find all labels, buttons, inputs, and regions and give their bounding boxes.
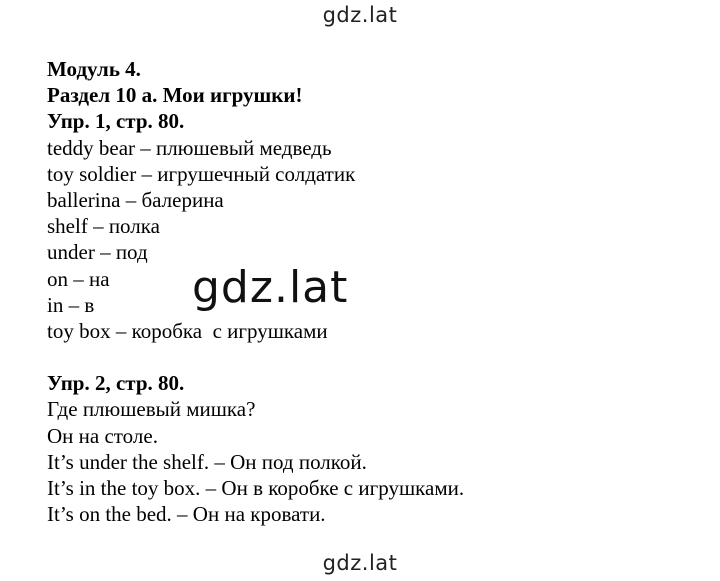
exercise-1-heading: Упр. 1, стр. 80. bbox=[47, 109, 185, 134]
vocab-line: ballerina – балерина bbox=[47, 188, 224, 213]
vocab-line: shelf – полка bbox=[47, 214, 160, 239]
vocab-line: on – на bbox=[47, 266, 110, 291]
watermark-top: gdz.lat bbox=[322, 3, 398, 27]
answer-line: It’s under the shelf. – Он под полкой. bbox=[47, 449, 367, 474]
module-heading: Модуль 4. bbox=[47, 57, 141, 81]
answer-line: It’s on the bed. – Он на кровати. bbox=[47, 502, 326, 527]
answer-line: Он на столе. bbox=[47, 423, 158, 448]
vocab-line: teddy bear – плюшевый медведь bbox=[47, 135, 332, 160]
vocab-line: toy box – коробка с игрушками bbox=[47, 319, 328, 344]
vocab-line: toy soldier – игрушечный солдатик bbox=[47, 161, 356, 186]
answer-line: It’s in the toy box. – Он в коробке с игрушками. bbox=[47, 476, 465, 501]
vocab-line: in – в bbox=[47, 292, 95, 317]
vocab-line: under – под bbox=[47, 240, 148, 265]
exercise-2-heading: Упр. 2, стр. 80. bbox=[47, 371, 185, 396]
section-heading: Раздел 10 a. Мои игрушки! bbox=[47, 83, 303, 108]
answer-line: Где плюшевый мишка? bbox=[47, 397, 256, 422]
watermark-bottom: gdz.lat bbox=[322, 551, 398, 575]
watermark-center: gdz.lat bbox=[192, 262, 349, 313]
paragraph-gap bbox=[47, 344, 464, 370]
